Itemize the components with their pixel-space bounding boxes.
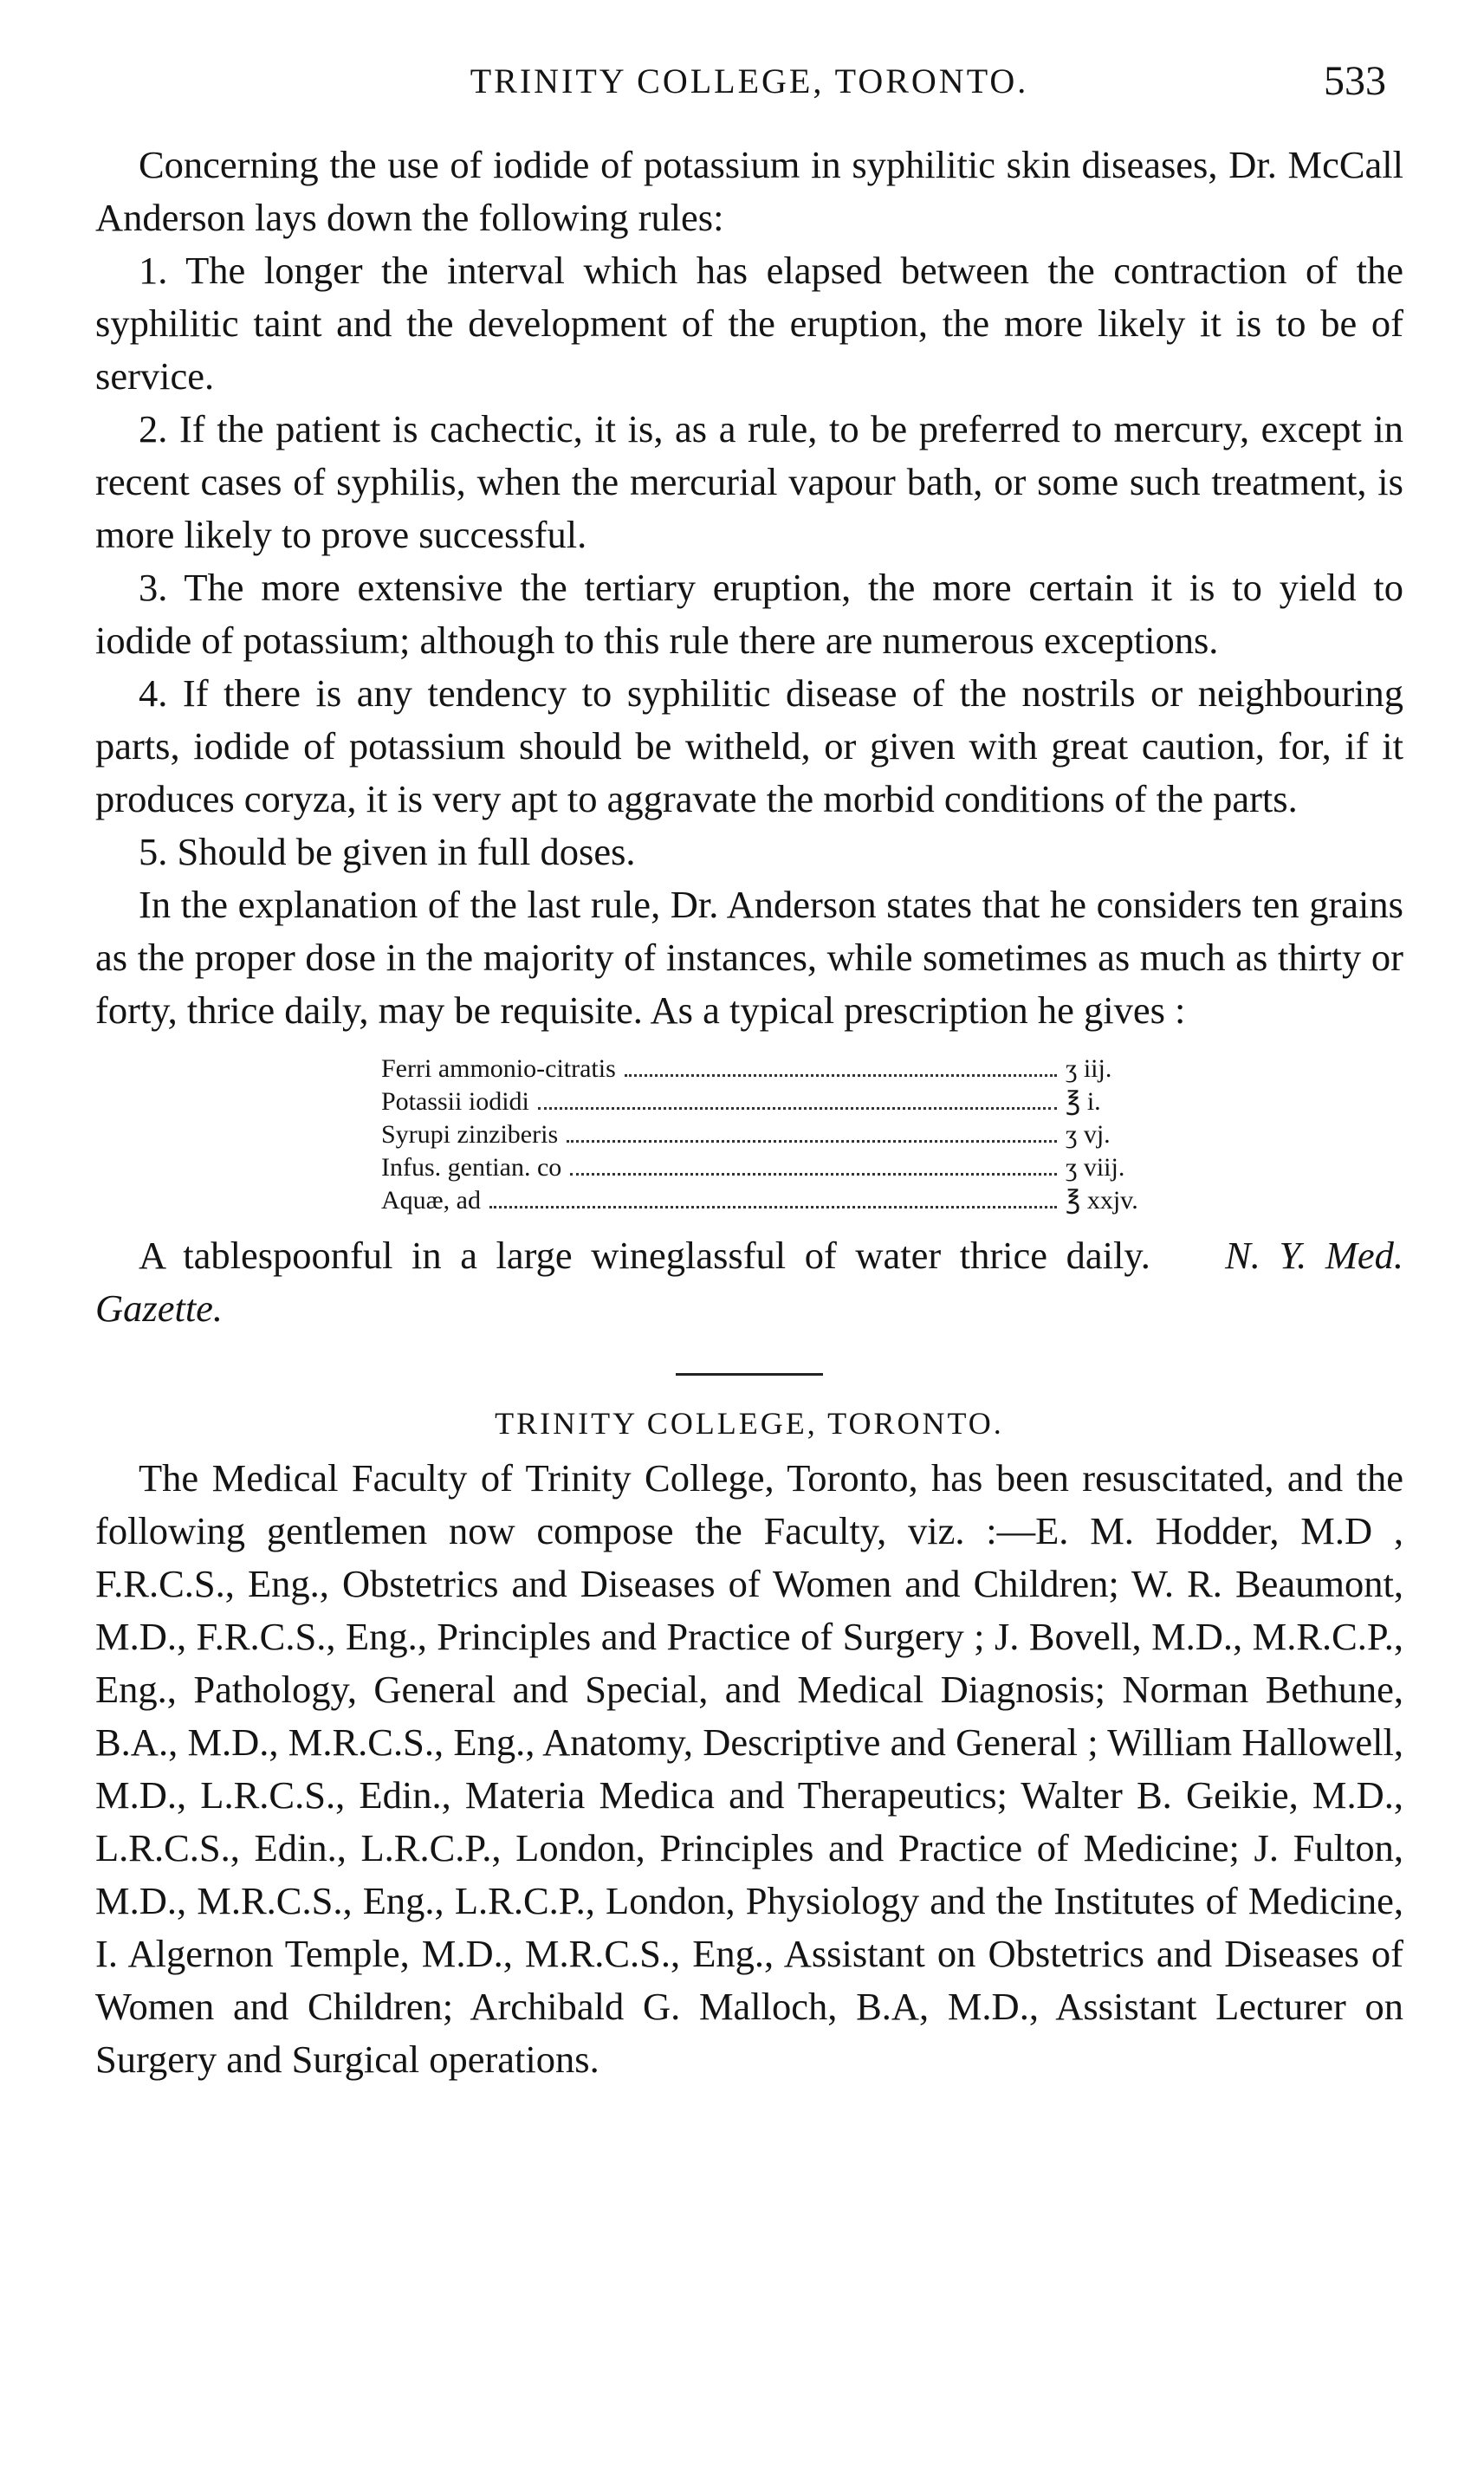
- prescription-list: [381, 1053, 1161, 1217]
- rule-item-3: 3. The more extensive the tertiary eruption, the more certain it is to yield to iodide of potassium; although to this rule there are numerous exceptions.: [95, 566, 1403, 662]
- prescription-row: [381, 1118, 1161, 1151]
- prescription-row: [381, 1085, 1161, 1118]
- prescription-amount: ℥ xxjv.: [1066, 1186, 1138, 1215]
- prescription-ingredient: Aquæ, ad: [381, 1186, 481, 1215]
- section-divider: [676, 1373, 823, 1376]
- page-number: 533: [1324, 58, 1386, 104]
- article-trinity-college: [95, 1405, 1403, 2086]
- prescription-amount: ʒ iij.: [1066, 1054, 1112, 1083]
- article-iodide-of-potassium: [95, 139, 1403, 1335]
- prescription-row: [381, 1184, 1161, 1217]
- document-page: [95, 52, 1403, 2086]
- rule-item-5: 5. Should be given in full doses.: [139, 830, 636, 873]
- dot-leader: [489, 1206, 1057, 1208]
- prescription-ingredient: Syrupi zinziberis: [381, 1120, 559, 1149]
- dot-leader: [567, 1140, 1057, 1143]
- prescription-row: [381, 1151, 1161, 1184]
- prescription-ingredient: Ferri ammonio-citratis: [381, 1054, 616, 1083]
- faculty-paragraph: The Medical Faculty of Trinity College, Toronto, has been resuscitated, and the following gentlemen now compose the Faculty, viz. :—E. M. Hodder, M.D , F.R.C.S., Eng., Obstetrics and Diseases of Women and Children; W. R. Beaumont, M.D., F.R.C.S., Eng., Principles and Practice of Surgery ; J. Bovell, M.D., M.R.C.P., Eng., Pathology, General and Special, and Medical Diagnosis; Norman Bethune, B.A., M.D., M.R.C.S., Eng., Anatomy, Descriptive and General ; William Hallowell, M.D., L.R.C.S., Edin., Materia Medica and Therapeutics; Walter B. Geikie, M.D., L.R.C.S., Edin., L.R.C.P., London, Principles and Practice of Medicine; J. Fulton, M.D., M.R.C.S., Eng., L.R.C.P., London, Physiology and the Institutes of Medicine, I. Algernon Temple, M.D., M.R.C.S., Eng., Assistant on Obstetrics and Diseases of Women and Children; Archibald G. Malloch, B.A, M.D., Assistant Lecturer on Surgery and Surgical operations.: [95, 1456, 1403, 2081]
- prescription-ingredient: Infus. gentian. co: [381, 1153, 562, 1182]
- running-title: TRINITY COLLEGE, TORONTO.: [470, 62, 1029, 100]
- rule-item-4: 4. If there is any tendency to syphilitic disease of the nostrils or neighbouring parts, iodide of potassium should be witheld, or given with great caution, for, if it produces coryza, it is very apt to aggravate the morbid conditions of the parts.: [95, 671, 1403, 820]
- citation: N. Y. Med. Gazette.: [95, 1234, 1404, 1330]
- directions-paragraph: [95, 1229, 1403, 1335]
- article-intro: Concerning the use of iodide of potassium in syphilitic skin diseases, Dr. McCall Anderson lays down the following rules:: [95, 143, 1403, 239]
- dot-leader: [625, 1074, 1057, 1077]
- prescription-amount: ʒ viij.: [1066, 1153, 1125, 1182]
- prescription-amount: ʒ vj.: [1066, 1120, 1111, 1149]
- rule-item-1: 1. The longer the interval which has elapsed between the contraction of the syphilitic taint and the development of the eruption, the more likely it is to be of service.: [95, 249, 1403, 398]
- rule-item-2: 2. If the patient is cachectic, it is, as a rule, to be preferred to mercury, except in recent cases of syphilis, when the mercurial vapour bath, or some such treatment, is more likely to prove successful.: [95, 407, 1403, 556]
- prescription-amount: ℥ i.: [1066, 1087, 1101, 1116]
- prescription-row: [381, 1053, 1161, 1085]
- running-header: [95, 52, 1403, 113]
- section-title: TRINITY COLLEGE, TORONTO.: [495, 1406, 1004, 1441]
- explanation-paragraph: In the explanation of the last rule, Dr. Anderson states that he considers ten grains as the proper dose in the majority of instances, while sometimes as much as thirty or forty, thrice daily, may be requisite. As a typical prescription he gives :: [95, 883, 1403, 1032]
- prescription-ingredient: Potassii iodidi: [381, 1087, 529, 1116]
- dot-leader: [538, 1107, 1057, 1110]
- dot-leader: [570, 1173, 1057, 1176]
- directions-text: A tablespoonful in a large wineglassful of water thrice daily.: [139, 1234, 1150, 1277]
